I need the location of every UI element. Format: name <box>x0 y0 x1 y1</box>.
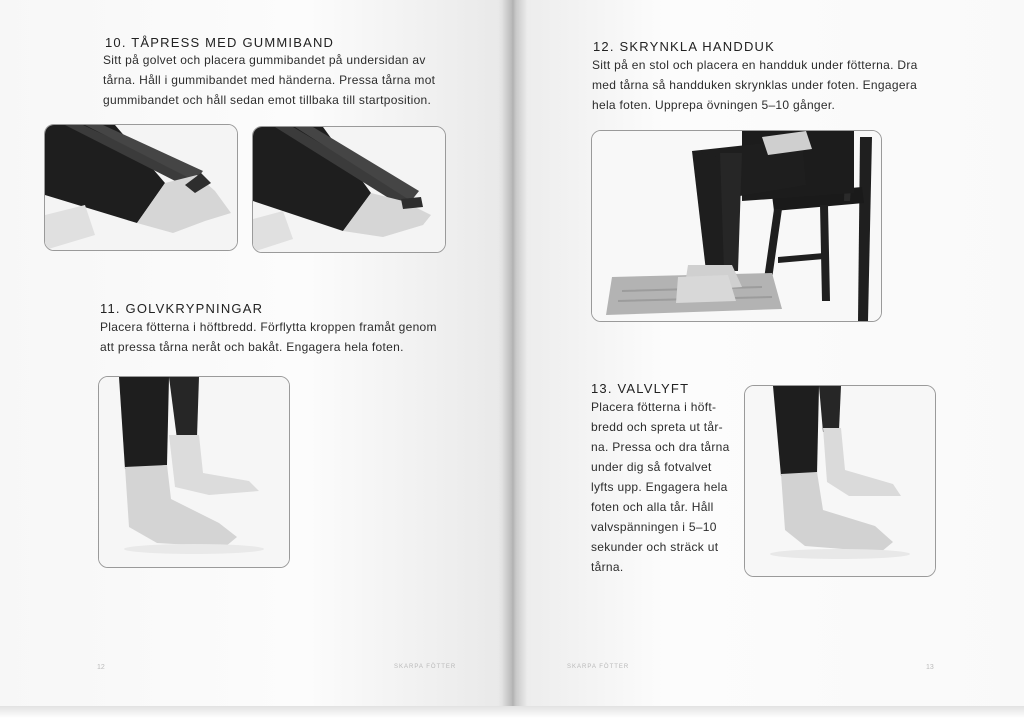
exercise-13-line: tårna. <box>591 560 624 574</box>
towel-scrunch-photo <box>592 131 881 321</box>
arch-lift-photo <box>745 386 935 576</box>
floor-crawl-photo <box>99 377 289 567</box>
exercise-13-line: Placera fötterna i höft- <box>591 400 717 414</box>
exercise-13-line: bredd och spreta ut tår- <box>591 420 723 434</box>
exercise-13-heading: 13. VALVLYFT <box>591 381 690 396</box>
exercise-13-line: foten och alla tår. Håll <box>591 500 714 514</box>
page-bottom-edge <box>0 706 1024 718</box>
exercise-12-line: hela foten. Upprepa övningen 5–10 gånger. <box>592 98 836 112</box>
exercise-11-line: Placera fötterna i höftbredd. Förflytta kroppen framåt genom <box>100 320 437 334</box>
exercise-13-line: under dig så fotvalvet <box>591 460 712 474</box>
right-running-title: SKARPA FÖTTER <box>567 664 630 670</box>
exercise-10-photo-1 <box>44 124 238 251</box>
exercise-13-line: na. Pressa och dra tårna <box>591 440 730 454</box>
exercise-12-heading: 12. SKRYNKLA HANDDUK <box>593 39 775 54</box>
toe-band-photo-pressed <box>253 127 445 252</box>
book-gutter <box>498 0 528 708</box>
exercise-10-text <box>103 50 463 110</box>
exercise-10-line: Sitt på golvet och placera gummibandet på undersidan av <box>103 53 426 67</box>
exercise-13-line: lyfts upp. Engagera hela <box>591 480 728 494</box>
exercise-11-photo <box>98 376 290 568</box>
left-page-number: 12 <box>97 664 105 671</box>
exercise-12-line: Sitt på en stol och placera en handduk under fötterna. Dra <box>592 58 918 72</box>
exercise-10-line: gummibandet och håll sedan emot tillbaka till startposition. <box>103 93 432 107</box>
left-running-title: SKARPA FÖTTER <box>394 664 457 670</box>
exercise-13-photo <box>744 385 936 577</box>
exercise-13-line: sekunder och sträck ut <box>591 540 719 554</box>
exercise-11-text <box>100 317 460 357</box>
exercise-11-heading: 11. GOLVKRYPNINGAR <box>100 301 264 316</box>
exercise-10-photo-2 <box>252 126 446 253</box>
exercise-10-line: tårna. Håll i gummibandet med händerna. Pressa tårna mot <box>103 73 436 87</box>
exercise-12-photo <box>591 130 882 322</box>
exercise-11-line: att pressa tårna neråt och bakåt. Engagera hela foten. <box>100 340 404 354</box>
toe-band-photo-flexed <box>45 125 237 250</box>
exercise-12-text <box>592 55 922 115</box>
exercise-12-line: med tårna så handduken skrynklas under foten. Engagera <box>592 78 918 92</box>
right-page-number: 13 <box>926 664 934 671</box>
exercise-13-text <box>591 397 741 577</box>
exercise-10-heading: 10. TÅPRESS MED GUMMIBAND <box>105 35 335 50</box>
exercise-13-line: valvspänningen i 5–10 <box>591 520 717 534</box>
